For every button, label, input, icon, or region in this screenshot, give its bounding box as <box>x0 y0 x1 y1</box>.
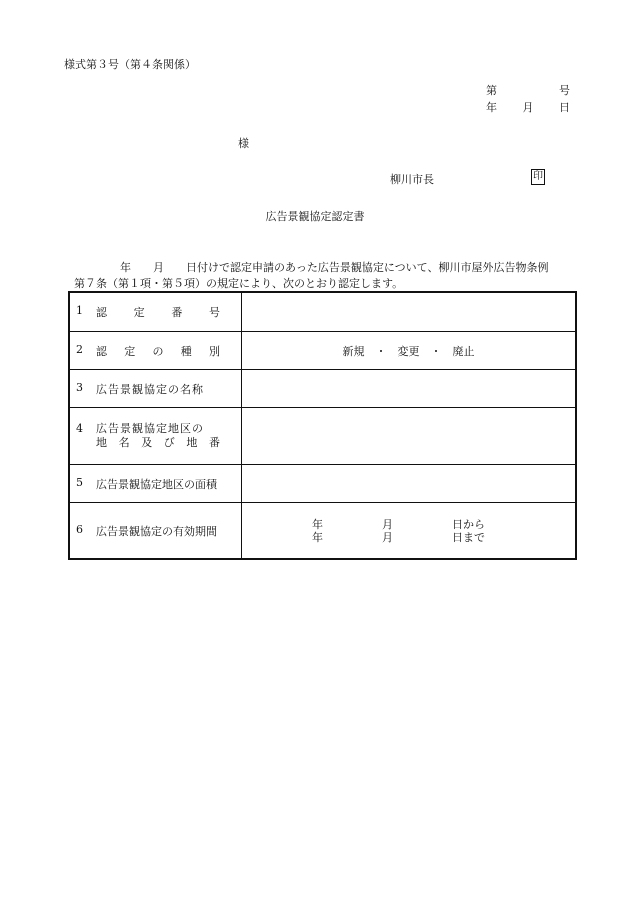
label-cell <box>70 503 242 558</box>
table-row-agreement-name <box>70 370 575 408</box>
validity-period <box>312 518 485 544</box>
form-number: 様式第３号（第４条関係） <box>64 58 196 71</box>
body-text <box>74 260 584 292</box>
row-number: 5 <box>76 475 83 489</box>
row-number: 4 <box>76 422 83 435</box>
date-year: 年 <box>486 101 497 114</box>
row-label: 認 定 の 種 別 <box>96 344 220 358</box>
label-cell <box>70 332 242 369</box>
table-row-validity-period <box>70 503 575 558</box>
validity-to: 年 月 日まで <box>312 530 485 544</box>
document-number <box>486 82 570 98</box>
value-cell[interactable] <box>242 332 575 369</box>
body-line-2: 第７条（第１項・第５項）の規定により、次のとおり認定します。 <box>74 277 404 290</box>
row-number: 2 <box>76 342 83 356</box>
row-number: 1 <box>76 304 83 317</box>
row-label: 広告景観協定の有効期間 <box>96 524 217 538</box>
row-label: 広告景観協定の名称 <box>96 382 204 396</box>
value-cell[interactable] <box>242 503 575 558</box>
table-row-certification-type <box>70 332 575 370</box>
value-cell[interactable] <box>242 370 575 407</box>
label-cell <box>70 370 242 407</box>
row-label: 広告景観協定地区の面積 <box>96 477 217 491</box>
row-label <box>96 422 220 450</box>
row-label: 認 定 番 号 <box>96 306 220 319</box>
label-cell <box>70 465 242 502</box>
row-number: 6 <box>76 522 83 536</box>
issuer: 柳川市長 <box>390 173 434 186</box>
doc-no-prefix: 第 <box>486 84 497 97</box>
certification-type-options: 新規 ・ 変更 ・ 廃止 <box>342 344 475 358</box>
value-cell[interactable] <box>242 408 575 464</box>
table-row-area-size <box>70 465 575 503</box>
value-cell[interactable] <box>242 465 575 502</box>
body-line-1: 年 月 日付けで認定申請のあった広告景観協定について、柳川市屋外広告物条例 <box>120 261 549 274</box>
seal-mark: 印 <box>531 169 545 185</box>
date-month: 月 <box>522 101 534 114</box>
addressee: 様 <box>238 137 249 150</box>
label-cell <box>70 293 242 331</box>
table-row-certification-number <box>70 293 575 332</box>
label-cell <box>70 408 242 464</box>
document-date <box>486 99 570 115</box>
value-cell[interactable] <box>242 293 575 331</box>
table-row-area-location <box>70 408 575 465</box>
date-day: 日 <box>559 101 570 114</box>
row-number: 3 <box>76 380 83 394</box>
row-label-line-1: 広告景観協定地区の <box>96 422 204 435</box>
certification-table <box>68 291 577 560</box>
doc-no-suffix: 号 <box>559 84 570 97</box>
validity-from: 年 月 日から <box>312 517 485 531</box>
document-title: 広告景観協定認定書 <box>265 210 365 223</box>
row-label-line-2: 地 名 及 び 地 番 <box>96 436 220 449</box>
